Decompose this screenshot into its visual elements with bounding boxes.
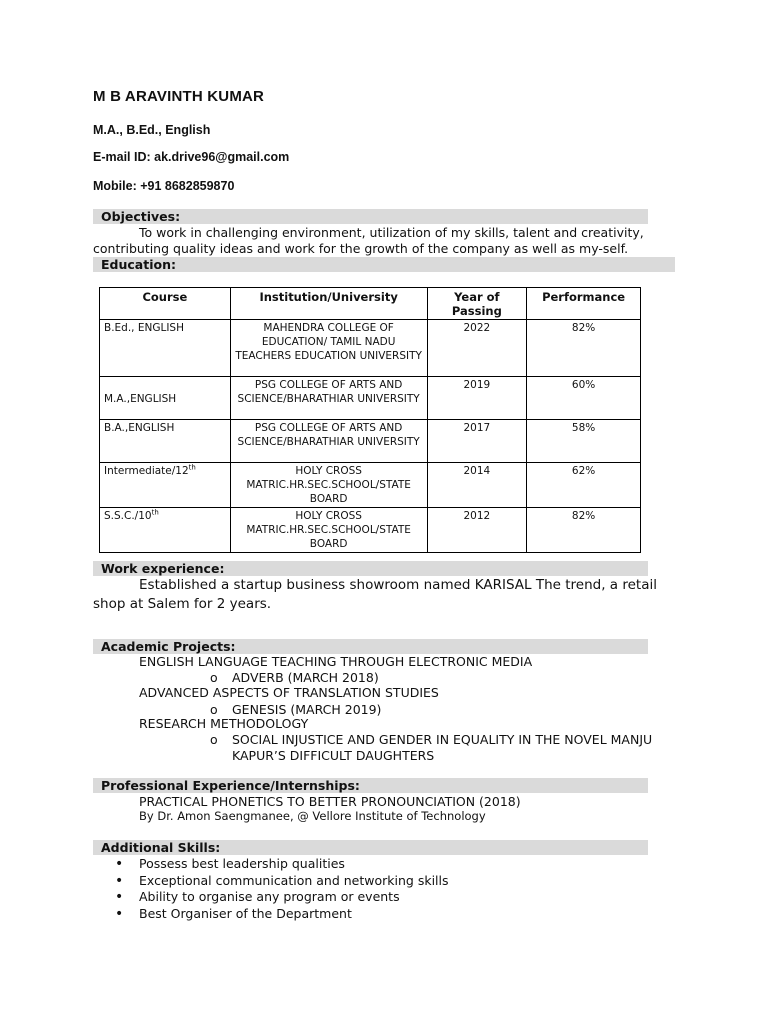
institution-cell: MAHENDRA COLLEGE OF EDUCATION/ TAMIL NADU TEACHERS EDUCATION UNIVERSITY bbox=[230, 320, 427, 377]
education-table-header bbox=[100, 288, 641, 320]
col-institution: Institution/University bbox=[230, 288, 427, 320]
bullet-icon: • bbox=[115, 906, 124, 922]
work-line-1: Established a startup business showroom named KARISAL The trend, a retail bbox=[139, 577, 657, 593]
mobile-line: Mobile: +91 8682859870 bbox=[93, 179, 235, 193]
institution-cell: HOLY CROSS MATRIC.HR.SEC.SCHOOL/STATE BOARD bbox=[230, 508, 427, 553]
institution-cell: PSG COLLEGE OF ARTS AND SCIENCE/BHARATHIAR UNIVERSITY bbox=[230, 420, 427, 463]
col-course: Course bbox=[100, 288, 231, 320]
objectives-heading: Objectives: bbox=[101, 209, 181, 224]
objectives-line-2: contributing quality ideas and work for the growth of the company as well as my-self. bbox=[93, 241, 629, 256]
education-heading: Education: bbox=[101, 257, 176, 272]
performance-cell: 58% bbox=[527, 420, 641, 463]
degree-line: M.A., B.Ed., English bbox=[93, 123, 211, 137]
internships-heading: Professional Experience/Internships: bbox=[101, 778, 360, 793]
project-1-marker: o bbox=[210, 670, 218, 685]
col-year: Year of Passing bbox=[427, 288, 527, 320]
project-2-marker: o bbox=[210, 702, 218, 717]
project-1-sub: ADVERB (MARCH 2018) bbox=[232, 670, 379, 685]
email-line: E-mail ID: ak.drive96@gmail.com bbox=[93, 150, 290, 164]
candidate-name: M B ARAVINTH KUMAR bbox=[93, 88, 265, 105]
table-row bbox=[100, 508, 641, 553]
education-table bbox=[99, 287, 641, 553]
year-cell: 2019 bbox=[427, 377, 527, 420]
year-cell: 2012 bbox=[427, 508, 527, 553]
course-cell: B.Ed., ENGLISH bbox=[100, 320, 231, 377]
bullet-icon: • bbox=[115, 856, 124, 872]
project-2-sub: GENESIS (MARCH 2019) bbox=[232, 702, 382, 717]
course-cell: M.A.,ENGLISH bbox=[100, 377, 231, 420]
performance-cell: 82% bbox=[527, 320, 641, 377]
projects-heading: Academic Projects: bbox=[101, 639, 236, 654]
course-cell: Intermediate/12th bbox=[100, 463, 231, 508]
course-cell: B.A.,ENGLISH bbox=[100, 420, 231, 463]
bullet-icon: • bbox=[115, 889, 124, 905]
table-row bbox=[100, 377, 641, 420]
internship-by: By Dr. Amon Saengmanee, @ Vellore Institute of Technology bbox=[139, 809, 486, 823]
performance-cell: 60% bbox=[527, 377, 641, 420]
project-2-title: ADVANCED ASPECTS OF TRANSLATION STUDIES bbox=[139, 685, 439, 700]
table-row bbox=[100, 420, 641, 463]
project-3-title: RESEARCH METHODOLOGY bbox=[139, 716, 309, 731]
work-line-2: shop at Salem for 2 years. bbox=[93, 596, 272, 612]
work-heading: Work experience: bbox=[101, 561, 225, 576]
internship-title: PRACTICAL PHONETICS TO BETTER PRONOUNCIATION (2018) bbox=[139, 794, 521, 809]
project-3-marker: o bbox=[210, 732, 218, 747]
year-cell: 2022 bbox=[427, 320, 527, 377]
work-heading-band bbox=[93, 561, 648, 576]
objectives-heading-band bbox=[93, 209, 648, 224]
course-cell: S.S.C./10th bbox=[100, 508, 231, 553]
objectives-line-1: To work in challenging environment, utilization of my skills, talent and creativity, bbox=[139, 225, 644, 240]
project-3-sub-line-2: KAPUR’S DIFFICULT DAUGHTERS bbox=[232, 748, 435, 763]
col-performance: Performance bbox=[527, 288, 641, 320]
institution-cell: PSG COLLEGE OF ARTS AND SCIENCE/BHARATHIAR UNIVERSITY bbox=[230, 377, 427, 420]
year-cell: 2017 bbox=[427, 420, 527, 463]
skills-heading: Additional Skills: bbox=[101, 840, 221, 855]
project-1-title: ENGLISH LANGUAGE TEACHING THROUGH ELECTRONIC MEDIA bbox=[139, 654, 533, 669]
performance-cell: 62% bbox=[527, 463, 641, 508]
projects-heading-band bbox=[93, 639, 648, 654]
year-cell: 2014 bbox=[427, 463, 527, 508]
skills-heading-band bbox=[93, 840, 648, 855]
education-heading-band bbox=[93, 257, 675, 272]
table-row bbox=[100, 320, 641, 377]
performance-cell: 82% bbox=[527, 508, 641, 553]
institution-cell: HOLY CROSS MATRIC.HR.SEC.SCHOOL/STATE BOARD bbox=[230, 463, 427, 508]
table-row bbox=[100, 463, 641, 508]
project-3-sub-line-1: SOCIAL INJUSTICE AND GENDER IN EQUALITY IN THE NOVEL MANJU bbox=[232, 732, 653, 747]
bullet-icon: • bbox=[115, 873, 124, 889]
internships-heading-band bbox=[93, 778, 648, 793]
